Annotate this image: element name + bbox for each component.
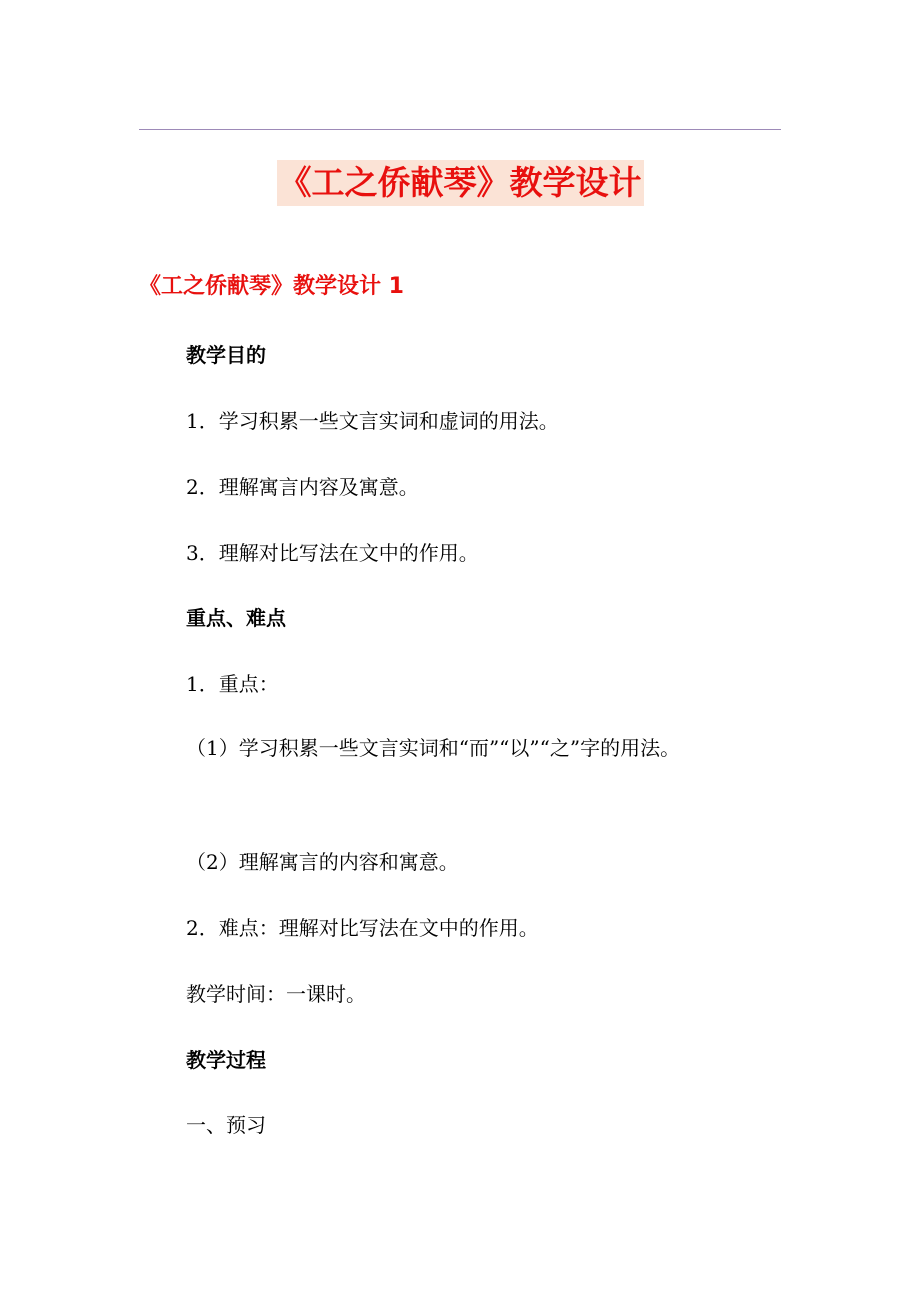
paragraph-key-point: 1．重点：	[186, 672, 279, 696]
title-container	[0, 160, 920, 206]
paragraph-objective-1: 1．学习积累一些文言实词和虚词的用法。	[186, 409, 559, 433]
document-title: 《工之侨献琴》教学设计	[277, 160, 644, 206]
paragraph-preview: 一、预习	[186, 1113, 266, 1137]
header-rule	[139, 129, 781, 130]
paragraph-objective-3: 3．理解对比写法在文中的作用。	[186, 541, 479, 565]
paragraph-difficulty: 2．难点：理解对比写法在文中的作用。	[186, 916, 539, 940]
heading-objectives: 教学目的	[186, 343, 266, 367]
paragraph-key-point-1: （1）学习积累一些文言实词和“而”“以”“之”字的用法。	[186, 736, 681, 760]
section-title: 《工之侨献琴》教学设计 1	[139, 274, 404, 299]
paragraph-objective-2: 2．理解寓言内容及寓意。	[186, 475, 419, 499]
heading-key-points: 重点、难点	[186, 606, 286, 630]
paragraph-key-point-2: （2）理解寓言的内容和寓意。	[186, 850, 459, 874]
paragraph-time: 教学时间：一课时。	[186, 982, 366, 1006]
heading-process: 教学过程	[186, 1048, 266, 1072]
